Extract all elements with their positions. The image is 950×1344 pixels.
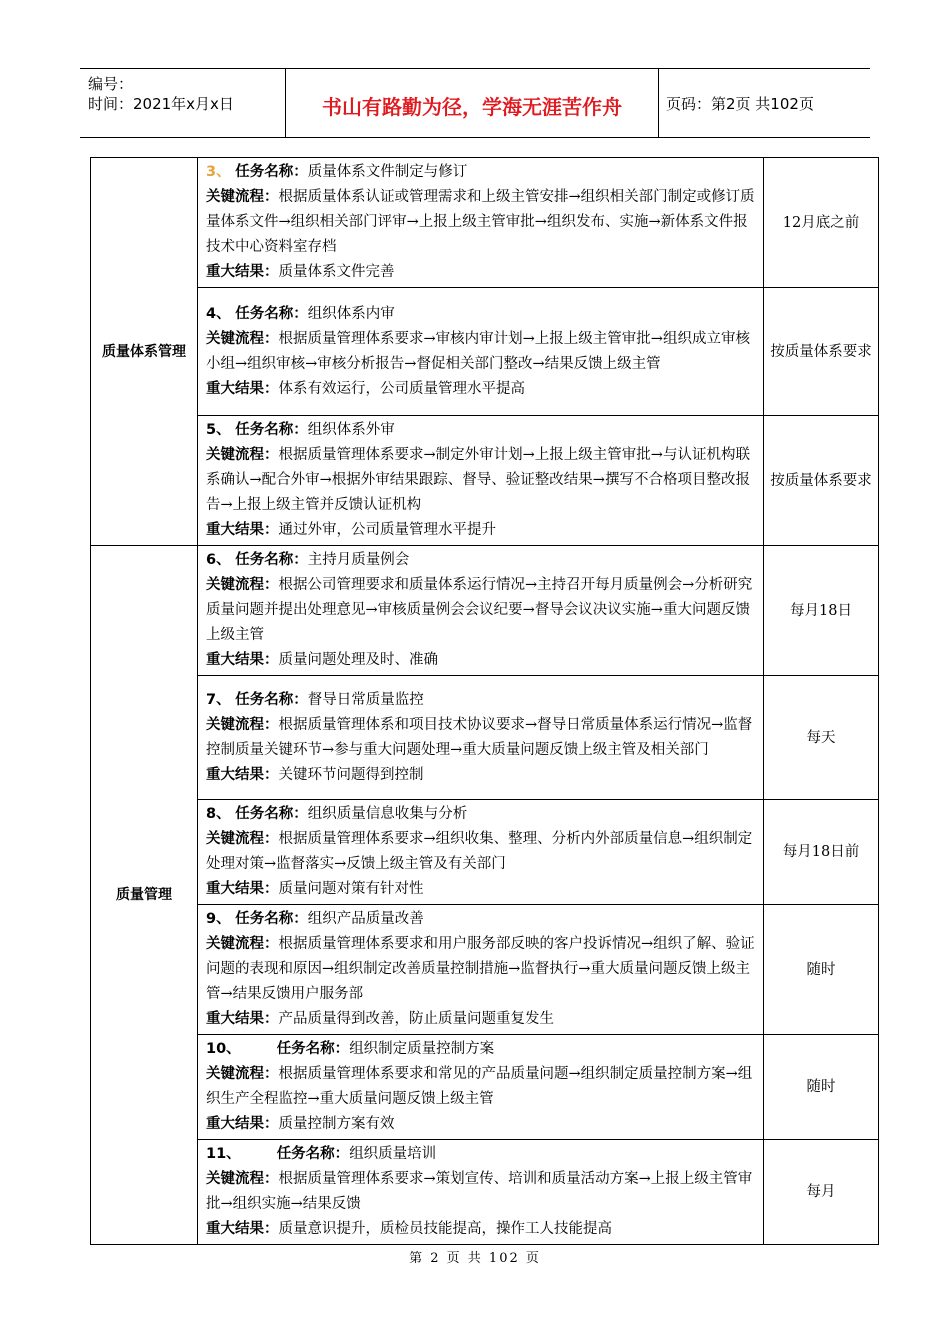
major-result <box>206 518 755 543</box>
task-name: 组织制定质量控制方案 <box>349 1041 495 1057</box>
task-label: 任务名称： <box>235 164 308 180</box>
result-label: 重大结果： <box>206 1221 279 1237</box>
task-label: 任务名称： <box>235 552 308 568</box>
time-cell: 随时 <box>764 905 879 1035</box>
major-result <box>206 763 755 788</box>
result-text: 通过外审，公司质量管理水平提升 <box>278 522 496 538</box>
key-flow <box>206 932 755 1007</box>
header-page-cell <box>658 69 870 137</box>
task-cell <box>198 288 764 416</box>
flow-label: 关键流程： <box>206 189 279 205</box>
key-flow <box>206 185 755 260</box>
time-cell: 每月18日 <box>764 546 879 676</box>
task-title <box>206 907 755 932</box>
key-flow <box>206 443 755 518</box>
time-cell: 每月18日前 <box>764 800 879 905</box>
task-cell <box>198 800 764 905</box>
flow-label: 关键流程： <box>206 1066 279 1082</box>
task-label: 任务名称： <box>276 1041 350 1057</box>
major-result <box>206 377 755 402</box>
task-cell <box>198 1140 764 1245</box>
result-text: 质量问题对策有针对性 <box>278 881 424 897</box>
task-title <box>206 1037 755 1062</box>
flow-text: 根据质量管理体系和项目技术协议要求→督导日常质量体系运行情况→监督控制质量关键环节→参与重大问题处理→重大质量问题反馈上级主管及相关部门 <box>206 716 753 758</box>
flow-text: 根据质量管理体系要求→审核内审计划→上报上级主管审批→组织成立审核小组→组织审核→审核分析报告→督促相关部门整改→结果反馈上级主管 <box>206 330 750 372</box>
task-name: 督导日常质量监控 <box>307 691 424 708</box>
key-flow <box>206 1167 755 1217</box>
major-result <box>206 1217 755 1242</box>
time-cell: 每天 <box>764 676 879 800</box>
time-cell: 12月底之前 <box>764 158 879 288</box>
task-cell <box>198 158 764 288</box>
task-name: 组织产品质量改善 <box>307 911 424 927</box>
flow-text: 根据质量管理体系要求→组织收集、整理、分析内外部质量信息→组织制定处理对策→监督落实→反馈上级主管及有关部门 <box>206 831 753 872</box>
page-label: 页码：第2页 共102页 <box>666 95 814 113</box>
category-cell: 质量管理 <box>91 546 198 1245</box>
flow-label: 关键流程： <box>206 716 279 733</box>
major-result <box>206 260 755 285</box>
task-number: 10、 <box>206 1041 241 1057</box>
flow-label: 关键流程： <box>206 831 279 847</box>
table-row <box>91 1035 879 1140</box>
time-cell: 按质量体系要求 <box>764 416 879 546</box>
flow-text: 根据质量管理体系要求→制定外审计划→上报上级主管审批→与认证机构联系确认→配合外审→根据外审结果跟踪、督导、验证整改结果→撰写不合格项目整改报告→上报上级主管并反馈认证机构 <box>206 447 750 513</box>
table-row <box>91 416 879 546</box>
result-label: 重大结果： <box>206 264 279 280</box>
task-number: 7、 <box>206 691 231 708</box>
major-result <box>206 1007 755 1032</box>
table-row <box>91 546 879 676</box>
category-cell: 质量体系管理 <box>91 158 198 546</box>
task-title <box>206 688 755 713</box>
result-text: 产品质量得到改善，防止质量问题重复发生 <box>278 1011 554 1027</box>
time-cell: 随时 <box>764 1035 879 1140</box>
page-header <box>80 68 870 138</box>
task-label: 任务名称： <box>235 691 308 708</box>
flow-text: 根据质量管理体系要求和常见的产品质量问题→组织制定质量控制方案→组织生产全程监控→重大质量问题反馈上级主管 <box>206 1066 753 1107</box>
task-number: 6、 <box>206 552 231 568</box>
task-label: 任务名称： <box>276 1146 350 1162</box>
result-text: 质量控制方案有效 <box>278 1116 395 1132</box>
task-label: 任务名称： <box>235 806 308 822</box>
task-name: 组织质量信息收集与分析 <box>307 806 468 822</box>
major-result <box>206 877 755 902</box>
result-label: 重大结果： <box>206 881 279 897</box>
time-label: 时间：2021年x月x日 <box>88 95 234 113</box>
result-text: 质量体系文件完善 <box>278 264 395 280</box>
flow-text: 根据质量管理体系要求和用户服务部反映的客户投诉情况→组织了解、验证问题的表现和原因→组织制定改善质量控制措施→监督执行→重大质量问题反馈上级主管→结果反馈用户服务部 <box>206 936 755 1002</box>
result-text: 质量问题处理及时、准确 <box>278 652 438 668</box>
task-title <box>206 1142 755 1167</box>
task-cell <box>198 1035 764 1140</box>
task-name: 组织质量培训 <box>349 1146 437 1162</box>
header-meta <box>80 69 284 137</box>
result-label: 重大结果： <box>206 380 279 397</box>
major-result <box>206 1112 755 1137</box>
flow-label: 关键流程： <box>206 577 279 593</box>
result-label: 重大结果： <box>206 1011 279 1027</box>
flow-text: 根据公司管理要求和质量体系运行情况→主持召开每月质量例会→分析研究质量问题并提出处理意见→审核质量例会会议纪要→督导会议决议实施→重大问题反馈上级主管 <box>206 577 753 643</box>
task-cell <box>198 676 764 800</box>
task-title <box>206 548 755 573</box>
table-row <box>91 676 879 800</box>
result-label: 重大结果： <box>206 522 279 538</box>
table-row <box>91 905 879 1035</box>
table-row <box>91 1140 879 1245</box>
key-flow <box>206 1062 755 1112</box>
result-label: 重大结果： <box>206 766 279 783</box>
table-row <box>91 288 879 416</box>
task-name: 组织体系内审 <box>307 305 395 322</box>
task-title <box>206 160 755 185</box>
task-number: 8、 <box>206 806 231 822</box>
time-cell: 每月 <box>764 1140 879 1245</box>
flow-label: 关键流程： <box>206 1171 279 1187</box>
result-text: 质量意识提升，质检员技能提高，操作工人技能提高 <box>278 1221 612 1237</box>
flow-text: 根据质量管理体系要求→策划宣传、培训和质量活动方案→上报上级主管审批→组织实施→结果反馈 <box>206 1171 753 1212</box>
number-label: 编号： <box>88 75 134 93</box>
task-name: 主持月质量例会 <box>307 552 410 568</box>
task-number: 4、 <box>206 305 231 322</box>
task-cell <box>198 546 764 676</box>
task-label: 任务名称： <box>235 305 308 322</box>
key-flow <box>206 713 755 763</box>
task-number: 5、 <box>206 422 231 438</box>
result-label: 重大结果： <box>206 1116 279 1132</box>
task-label: 任务名称： <box>235 422 308 438</box>
duty-table <box>90 157 879 1245</box>
table-row <box>91 800 879 905</box>
flow-label: 关键流程： <box>206 936 279 952</box>
key-flow <box>206 327 755 377</box>
task-name: 质量体系文件制定与修订 <box>307 164 468 180</box>
table-row <box>91 158 879 288</box>
task-number: 3、 <box>206 164 231 180</box>
key-flow <box>206 827 755 877</box>
task-cell <box>198 905 764 1035</box>
result-text: 体系有效运行，公司质量管理水平提高 <box>278 380 525 397</box>
header-motto-cell <box>285 69 659 137</box>
task-name: 组织体系外审 <box>307 422 395 438</box>
task-number: 11、 <box>206 1146 241 1162</box>
flow-label: 关键流程： <box>206 330 279 347</box>
task-title <box>206 418 755 443</box>
task-title <box>206 302 755 327</box>
task-number: 9、 <box>206 911 231 927</box>
key-flow <box>206 573 755 648</box>
flow-label: 关键流程： <box>206 447 279 463</box>
motto: 书山有路勤为径，学海无涯苦作舟 <box>322 95 622 119</box>
page-footer: 第 2 页 共 102 页 <box>409 1251 541 1266</box>
flow-text: 根据质量体系认证或管理需求和上级主管安排→组织相关部门制定或修订质量体系文件→组织相关部门评审→上报上级主管审批→组织发布、实施→新体系文件报技术中心资料室存档 <box>206 189 755 255</box>
time-cell: 按质量体系要求 <box>764 288 879 416</box>
task-title <box>206 802 755 827</box>
task-label: 任务名称： <box>235 911 308 927</box>
task-cell <box>198 416 764 546</box>
result-label: 重大结果： <box>206 652 279 668</box>
major-result <box>206 648 755 673</box>
result-text: 关键环节问题得到控制 <box>278 766 424 783</box>
